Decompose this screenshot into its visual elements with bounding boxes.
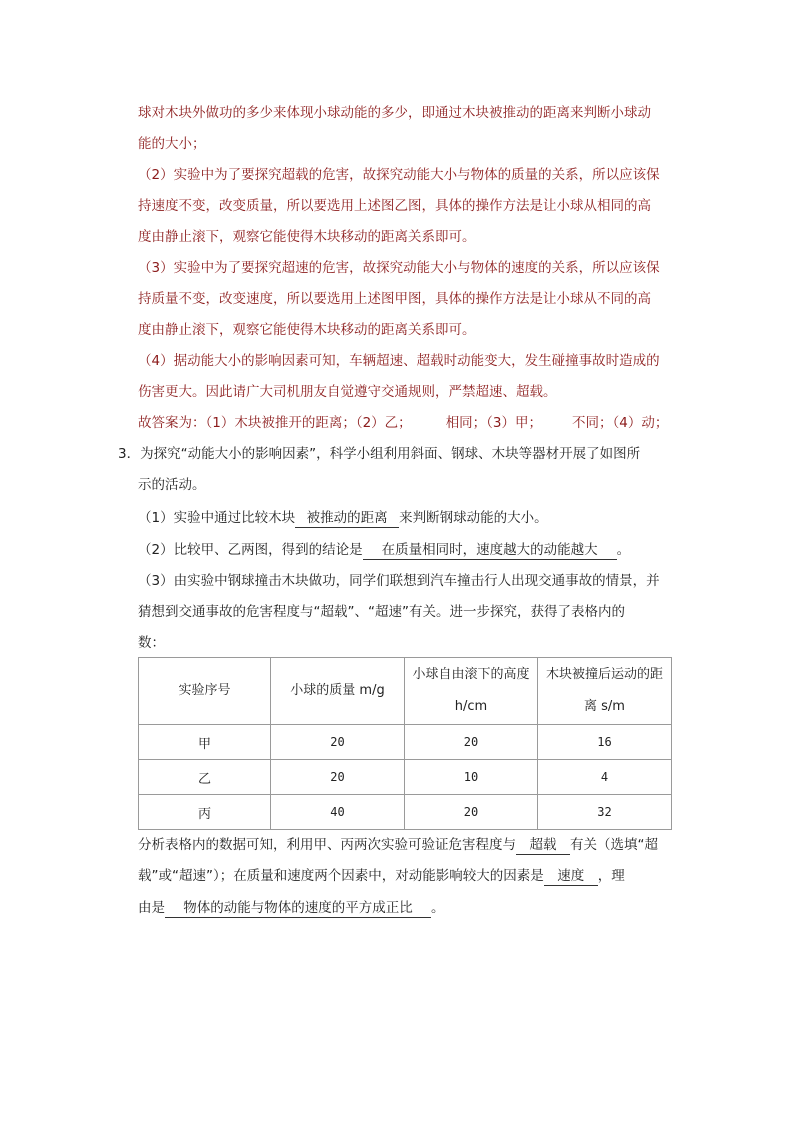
analysis-line-6: （3）实验中为了要探究超速的危害，故探究动能大小与物体的速度的关系，所以应该保	[138, 260, 660, 276]
analysis-line-8: 度由静止滚下，观察它能使得木块移动的距离关系即可。	[138, 322, 476, 338]
cell-trial: 丙	[139, 795, 271, 830]
cell-height: 20	[405, 725, 538, 760]
cell-height: 20	[405, 795, 538, 830]
question-3-stem-line-1	[118, 444, 640, 464]
analysis-line-1: 球对木块外做功的多少来体现小球动能的多少，即通过木块被推动的距离来判断小球动	[138, 105, 651, 121]
cell-distance: 16	[538, 725, 672, 760]
experiment-data-table	[138, 657, 672, 830]
analysis-line-9: （4）据动能大小的影响因素可知，车辆超速、超载时动能变大，发生碰撞事故时造成的	[138, 353, 660, 369]
q2-prefix: （2）比较甲、乙两图，得到的结论是	[138, 542, 363, 558]
conclusion-1-prefix: 分析表格内的数据可知，利用甲、丙两次实验可验证危害程度与	[138, 837, 516, 853]
conclusion-3-prefix: 由是	[138, 900, 165, 916]
table-row	[139, 725, 672, 760]
header-cell-trial: 实验序号	[139, 658, 271, 725]
cell-mass: 20	[271, 725, 405, 760]
cell-distance: 4	[538, 760, 672, 795]
conclusion-1-blank: 超载	[516, 836, 570, 855]
conclusion-3-suffix: 。	[431, 900, 445, 916]
analysis-line-3: （2）实验中为了要探究超载的危害，故探究动能大小与物体的质量的关系，所以应该保	[138, 167, 660, 183]
answer-prefix: 故答案为：（1）木块被推开的距离；（2）乙；	[138, 415, 412, 431]
question-stem-text-1: 为探究“动能大小的影响因素”，科学小组利用斜面、钢球、木块等器材开展了如图所	[140, 446, 641, 462]
conclusion-2-suffix: ，理	[597, 868, 625, 884]
analysis-line-10: 伤害更大。因此请广大司机朋友自觉遵守交通规则，严禁超速、超载。	[138, 384, 557, 400]
cell-trial: 乙	[139, 760, 271, 795]
answer-part-a: 相同；（3）甲；	[445, 415, 543, 431]
conclusion-2-blank: 速度	[544, 867, 598, 886]
cell-distance: 32	[538, 795, 672, 830]
conclusion-1-suffix: 有关（选填“超	[570, 837, 658, 853]
cell-trial: 甲	[139, 725, 271, 760]
conclusion-line-2	[138, 866, 625, 886]
q2-answer-blank: 在质量相同时，速度越大的动能越大	[363, 541, 617, 560]
analysis-line-7: 持质量不变，改变速度，所以要选用上述图甲图，具体的操作方法是让小球从不同的高	[138, 291, 651, 307]
table-row	[139, 760, 672, 795]
question-3-stem-line-2: 示的活动。	[138, 477, 206, 493]
answer-part-b: 不同；（4）动；	[572, 415, 669, 431]
q1-suffix: 来判断钢球动能的大小。	[399, 510, 548, 526]
header-cell-mass: 小球的质量 m/g	[271, 658, 405, 725]
sub-question-3-line-3: 数：	[138, 635, 165, 651]
conclusion-3-blank: 物体的动能与物体的速度的平方成正比	[165, 899, 431, 918]
analysis-line-4: 持速度不变，改变质量，所以要选用上述图乙图，具体的操作方法是让小球从相同的高	[138, 198, 651, 214]
question-number: 3．	[118, 446, 141, 462]
cell-height: 10	[405, 760, 538, 795]
sub-question-2	[138, 540, 630, 560]
conclusion-line-3	[138, 898, 445, 918]
header-cell-distance: 木块被撞后运动的距 离 s/m	[538, 658, 672, 725]
conclusion-2-prefix: 载”或“超速”）；在质量和速度两个因素中，对动能影响较大的因素是	[138, 868, 544, 884]
sub-question-1	[138, 508, 548, 528]
answer-line	[138, 413, 668, 433]
analysis-line-5: 度由静止滚下，观察它能使得木块移动的距离关系即可。	[138, 229, 476, 245]
conclusion-line-1	[138, 835, 658, 855]
cell-mass: 40	[271, 795, 405, 830]
cell-mass: 20	[271, 760, 405, 795]
analysis-line-2: 能的大小；	[138, 136, 206, 152]
sub-question-3-line-1: （3）由实验中钢球撞击木块做功，同学们联想到汽车撞击行人出现交通事故的情景，并	[138, 573, 660, 589]
table-header-row	[139, 658, 672, 725]
table-row	[139, 795, 672, 830]
q2-suffix: 。	[616, 542, 631, 558]
sub-question-3-line-2: 猜想到交通事故的危害程度与“超载”、“超速”有关。进一步探究，获得了表格内的	[138, 604, 625, 620]
header-cell-height: 小球自由滚下的高度 h/cm	[405, 658, 538, 725]
q1-prefix: （1）实验中通过比较木块	[138, 510, 296, 526]
q1-answer-blank: 被推动的距离	[295, 509, 399, 528]
